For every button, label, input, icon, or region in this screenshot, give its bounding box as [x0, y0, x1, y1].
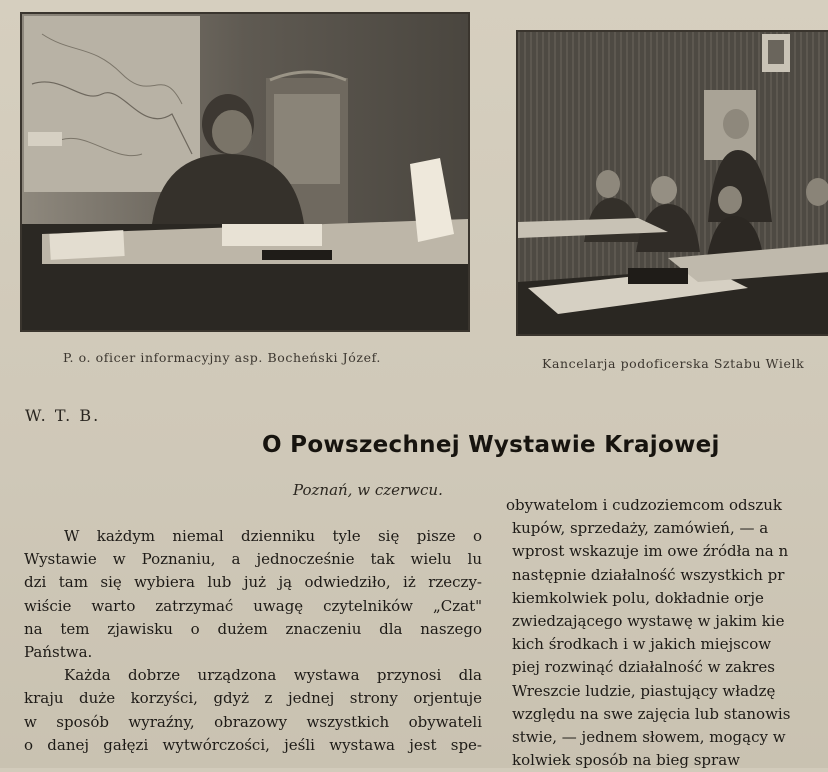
- section-mark: W. T. B.: [25, 406, 101, 425]
- text-line: Państwa.: [24, 642, 93, 661]
- article-title: O Powszechnej Wystawie Krajowej: [262, 432, 720, 458]
- text-line: Wystawie w Poznaniu, a jednocześnie tak wielu lu: [24, 550, 482, 569]
- text-line: piej rozwinąć działalność w zakres: [512, 658, 775, 677]
- text-line: następnie działalność wszystkich pr: [512, 565, 785, 584]
- text-line: obywatelom i cudzoziemcom odszuk: [506, 496, 782, 514]
- photo-nco-office-image: [518, 32, 828, 334]
- text-line: na tem zjawisku o dużem znaczeniu dla naszego: [24, 619, 482, 638]
- photo-nco-office: [516, 30, 828, 336]
- text-line: wiście warto zatrzymać uwagę czytelników „Czat": [24, 596, 482, 615]
- text-line: kupów, sprzedaży, zamówień, — a: [512, 519, 769, 538]
- article-dateline: Poznań, w czerwcu.: [293, 481, 443, 499]
- text-line: dzi tam się wybiera lub już ją odwiedziło, iż rzeczy-: [24, 573, 482, 592]
- photo-officer-at-desk: [20, 12, 470, 332]
- photo-caption-left: P. o. oficer informacyjny asp. Bocheński Józef.: [63, 350, 381, 365]
- text-line: stwie, — jednem słowem, mogący w: [512, 727, 786, 746]
- text-line: kich środkach i w jakich miejscow: [512, 635, 772, 654]
- photo-officer-at-desk-image: [22, 14, 468, 330]
- text-line: wprost wskazuje im owe źródła na n: [512, 542, 789, 561]
- photo-caption-right: Kancelarja podoficerska Sztabu Wielk: [542, 356, 805, 371]
- text-line: Każda dobrze urządzona wystawa przynosi dla: [64, 666, 482, 685]
- text-line: kraju duże korzyści, gdyż z jednej strony orjentuje: [24, 689, 482, 708]
- article-column-left: [24, 525, 484, 757]
- text-line: kiemkolwiek polu, dokładnie orje: [512, 588, 764, 607]
- text-line: Wreszcie ludzie, piastujący władzę: [512, 681, 776, 700]
- text-line: względu na swe zajęcia lub stanowis: [512, 704, 791, 723]
- text-line: o danej gałęzi wytwórczości, jeśli wystawa jest spe-: [24, 735, 482, 754]
- text-line: w sposób wyraźny, obrazowy wszystkich obywateli: [24, 712, 482, 731]
- text-line: W każdym niemal dzienniku tyle się pisze o: [64, 527, 482, 545]
- article-column-right: [502, 494, 828, 772]
- text-line: kolwiek sposób na bieg spraw: [512, 751, 740, 770]
- text-line: zwiedzającego wystawę w jakim kie: [512, 611, 785, 630]
